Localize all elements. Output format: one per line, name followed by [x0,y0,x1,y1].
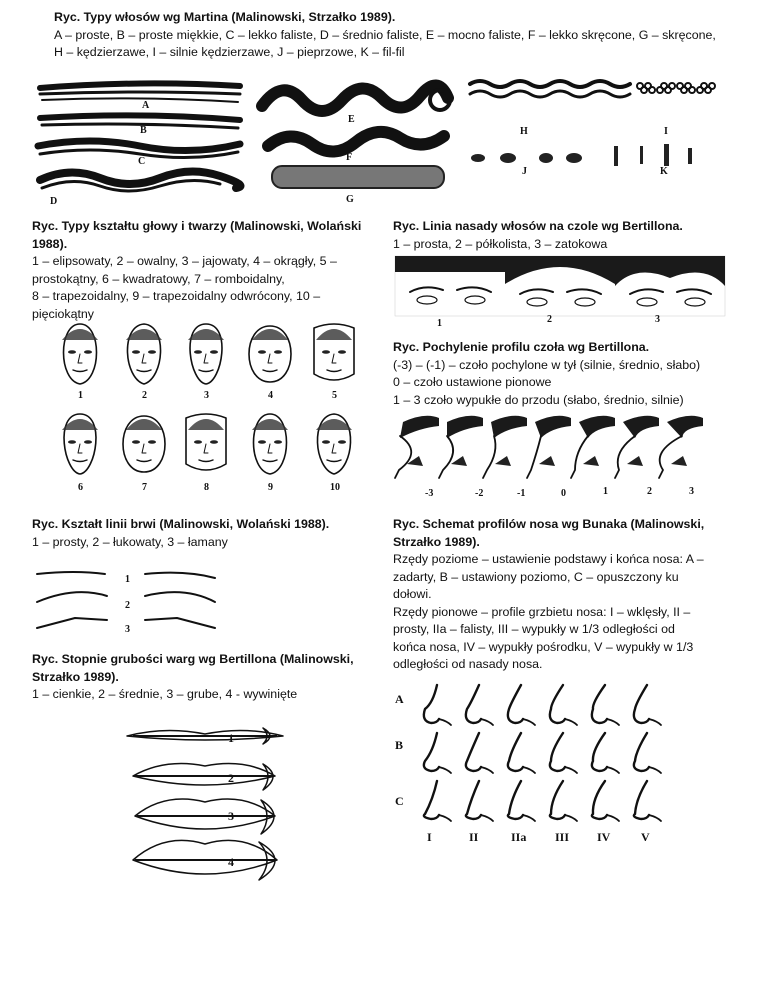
hairline-title: Ryc. Linia nasady włosów na czole wg Bertillona. [393,219,683,233]
lips-caption [32,651,377,704]
nose-figure [395,665,695,845]
nose-desc-line: prosty, IIa – falisty, III – wypukły w 1/3 odległości od [393,622,675,636]
head-shapes-figure [40,320,380,500]
forehead-title: Ryc. Pochylenie profilu czoła wg Bertillona. [393,340,650,354]
brow-number-2: 2 [125,600,130,611]
hairline-number-1: 1 [437,318,442,329]
hair-label-c: C [138,156,146,167]
forehead-profiles [395,416,703,478]
lips-number-2: 2 [228,771,234,785]
lips-everted [133,840,277,880]
face-number-8: 8 [204,482,209,493]
hair-sample-e [262,85,450,125]
head-caption [32,218,372,323]
forehead-desc-line: 0 – czoło ustawione pionowe [393,375,552,389]
brow-caption [32,516,372,551]
forehead-desc-line: (-3) – (-1) – czoło pochylone w tył (silnie, średnio, słabo) [393,357,701,372]
forehead-figure [395,412,725,502]
lips-title-1: Ryc. Stopnie grubości warg wg Bertillona (Malinowski, [32,652,354,666]
nose-col-iv: IV [597,830,611,844]
face-number-10: 10 [330,482,340,493]
face-number-3: 3 [204,390,209,401]
nose-col-ii: II [469,830,479,844]
hair-sample-f [268,132,444,163]
face-number-2: 2 [142,390,147,401]
face-number-1: 1 [78,390,83,401]
head-desc-line: pięciokątny [32,306,94,321]
hair-sample-a [40,83,240,111]
lips-number-1: 1 [228,731,234,745]
hairline-caption [393,218,753,253]
hairline-number-3: 3 [655,314,660,325]
forehead-number--1: -1 [517,488,526,499]
hair-sample-j [471,153,582,177]
lips-desc: 1 – cienkie, 2 – średnie, 3 – grube, 4 - wywinięte [32,687,298,701]
head-desc-line: 8 – trapezoidalny, 9 – trapezoidalny odwrócony, 10 – [32,289,321,303]
nose-desc-line: końca nosa, IV – wypukły pośrodku, V – wypukły w 1/3 [393,639,694,654]
nose-desc-line: Rzędy pionowe – profile grzbietu nosa: I – wklęsły, II – [393,604,691,619]
hair-types-figure [0,78,768,208]
hair-label-d: D [50,196,58,207]
forehead-number--3: -3 [425,488,434,499]
nose-caption [393,516,758,674]
forehead-number--2: -2 [475,488,484,499]
face-row-1 [62,324,354,384]
forehead-desc-line: 1 – 3 czoło wypukłe do przodu (słabo, średnio, silnie) [393,392,684,407]
nose-desc-line: odległości od nasady nosa. [393,657,543,671]
forehead-caption [393,339,758,409]
hair-label-k: K [660,166,668,177]
hair-caption [54,9,754,62]
brow-desc: 1 – prosty, 2 – łukowaty, 3 – łamany [32,534,228,549]
lips-thin [127,728,283,745]
face-number-6: 6 [78,482,83,493]
forehead-number-1: 1 [603,486,608,497]
face-number-5: 5 [332,390,337,401]
brow-number-3: 3 [125,624,130,635]
nose-desc-line: dołowi. [393,587,432,601]
hair-label-e: E [348,114,355,125]
hair-sample-i [664,126,668,137]
nose-col-i: I [427,830,432,844]
brow-straight [37,572,215,585]
hair-sample-d [40,171,240,207]
nose-col-v: V [641,830,650,844]
face-number-4: 4 [268,390,273,401]
hair-desc-2: H – kędzierzawe, I – silnie kędzierzawe, J – pieprzowe, K – fil-fil [54,45,405,59]
brow-figure [35,568,235,638]
brow-angled [37,618,215,635]
nose-col-iii: III [555,830,570,844]
nose-row-b: B [395,738,404,752]
hair-sample-c [38,141,240,167]
lips-number-4: 4 [228,855,234,869]
hair-label-i: I [664,126,668,137]
nose-col-iia: IIa [511,830,527,844]
face-number-7: 7 [142,482,147,493]
hair-label-h: H [520,126,528,137]
hair-label-j: J [522,166,527,177]
nose-row-c: C [395,794,404,808]
lips-number-3: 3 [228,809,234,823]
face-number-9: 9 [268,482,273,493]
head-desc-line: prostokątny, 6 – kwadratowy, 7 – romboidalny, [32,271,285,286]
nose-desc-line: Rzędy poziome – ustawienie podstawy i końca nosa: A – [393,552,704,566]
forehead-number-2: 2 [647,486,652,497]
hairline-number-2: 2 [547,314,552,325]
hair-sample-b [40,115,240,136]
hair-label-b: B [140,125,147,136]
nose-row-a: A [395,692,404,706]
hair-desc-1: A – proste, B – proste miękkie, C – lekko faliste, D – średnio faliste, E – mocno faliste, F – lekko skręcone, G – skręcone, [54,27,716,42]
nose-desc-line: zadarty, B – ustawiony poziomo, C – opuszczony ku [393,569,679,584]
hair-sample-h [470,81,630,137]
hair-label-g: G [346,194,354,205]
head-title: Ryc. Typy kształtu głowy i twarzy (Malinowski, Wolański 1988). [32,219,362,251]
hair-title: Ryc. Typy włosów wg Martina (Malinowski, Strzałko 1989). [54,10,396,24]
lips-thick [135,799,275,834]
face-row-2 [62,414,352,474]
hair-label-a: A [142,100,150,111]
head-desc-line: 1 – elipsowaty, 2 – owalny, 3 – jajowaty, 4 – okrągły, 5 – [32,254,337,268]
lips-title-2: Strzałko 1989). [32,669,119,684]
hair-label-f: F [346,152,353,163]
forehead-number-3: 3 [689,486,694,497]
hair-sample-g [272,166,444,205]
nose-title-2: Strzałko 1989). [393,534,480,549]
forehead-number-0: 0 [561,488,566,499]
nose-profiles [424,685,661,821]
hairline-figure [395,256,725,331]
lips-medium [133,764,275,790]
hairline-desc: 1 – prosta, 2 – półkolista, 3 – zatokowa [393,236,608,251]
hair-sample-k [614,144,692,177]
lips-figure [125,720,325,890]
brow-number-1: 1 [125,574,130,585]
brow-title: Ryc. Kształt linii brwi (Malinowski, Wolański 1988). [32,517,330,531]
nose-title-1: Ryc. Schemat profilów nosa wg Bunaka (Malinowski, [393,517,705,531]
brow-arched [37,592,215,611]
